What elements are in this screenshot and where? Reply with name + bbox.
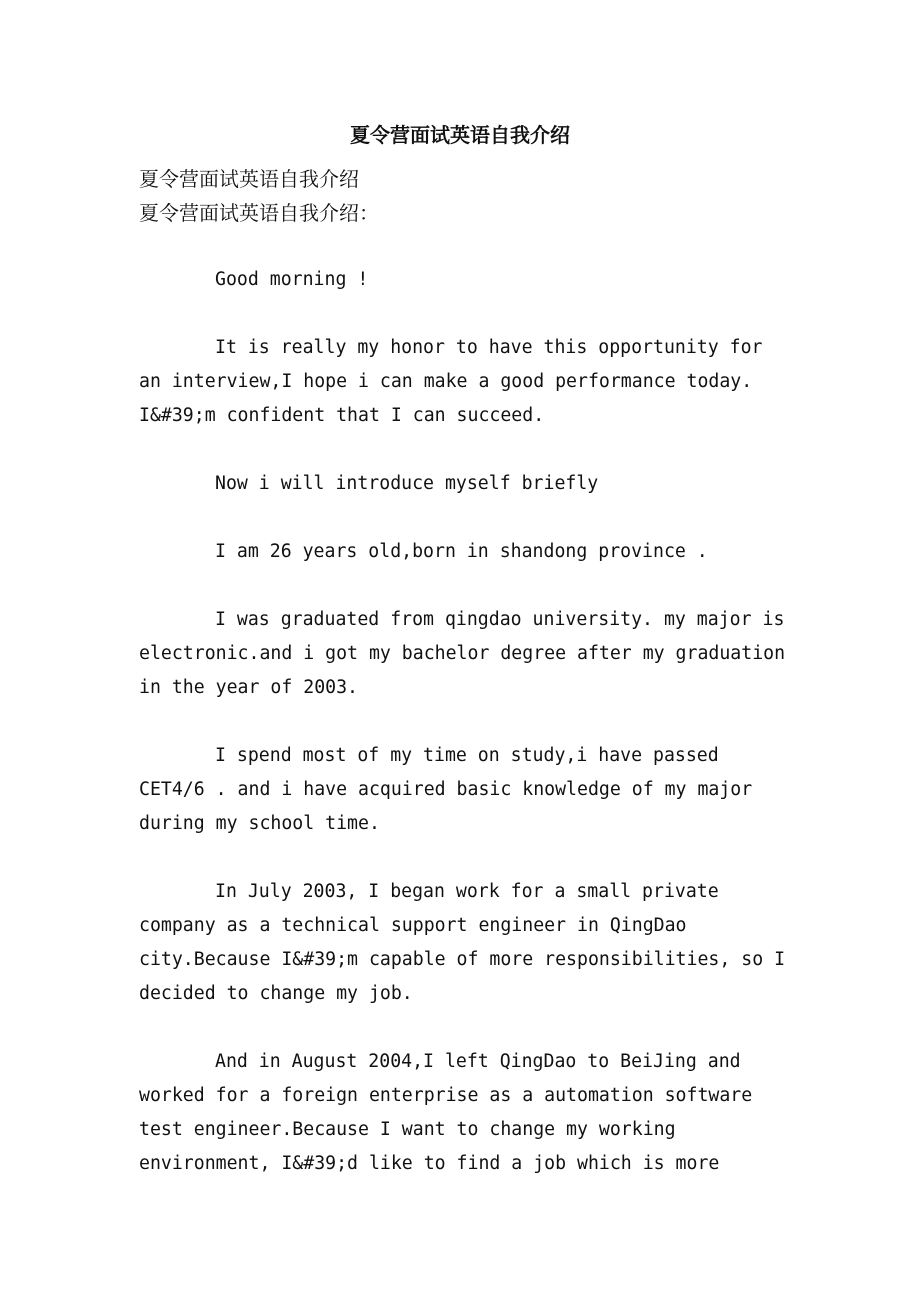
- paragraph-first-job: In July 2003, I began work for a small private company as a technical support engineer in QingDao city.Because I&#39;m capable of more responsibilities, so I decided to change my job.: [139, 881, 786, 1004]
- document-body: [139, 263, 789, 1215]
- paragraph-age: I am 26 years old,born in shandong province .: [215, 541, 708, 562]
- document-title: 夏令营面试英语自我介绍: [350, 123, 570, 147]
- heading-line-1: 夏令营面试英语自我介绍: [139, 167, 359, 191]
- paragraph-second-job: And in August 2004,I left QingDao to BeiJing and worked for a foreign enterprise as a automation software test engineer.Because I want to change my working environment, I&#39;d like to find a job which is more: [139, 1051, 753, 1174]
- paragraph-introduce: Now i will introduce myself briefly: [215, 473, 599, 494]
- paragraph-greeting: Good morning !: [215, 269, 369, 290]
- paragraph-study: I spend most of my time on study,i have passed CET4/6 . and i have acquired basic knowledge of my major during my school time.: [139, 745, 753, 834]
- paragraph-honor: It is really my honor to have this opportunity for an interview,I hope i can make a good performance today. I&#39;m confident that I can succeed.: [139, 337, 763, 426]
- paragraph-education: I was graduated from qingdao university. my major is electronic.and i got my bachelor degree after my graduation in the year of 2003.: [139, 609, 786, 698]
- heading-line-2: 夏令营面试英语自我介绍：: [139, 201, 379, 225]
